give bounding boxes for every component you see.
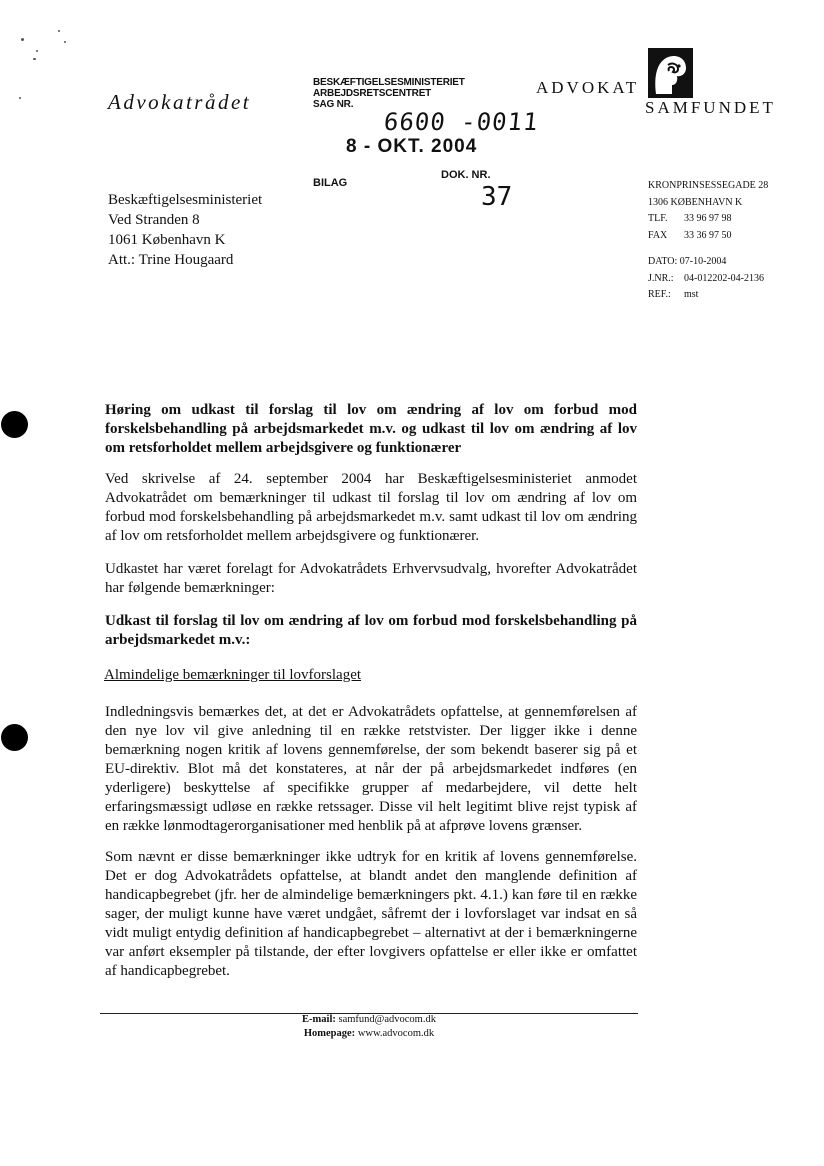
punch-hole xyxy=(1,724,28,751)
fax-label: FAX xyxy=(648,229,668,241)
stamp-ministry: BESKÆFTIGELSESMINISTERIET xyxy=(313,77,465,88)
scan-speck xyxy=(33,58,36,60)
brand-line-2: SAMFUNDET xyxy=(645,98,776,117)
footer xyxy=(100,1013,638,1041)
contact-fax-row xyxy=(648,228,768,245)
paragraph-general-remarks: Indledningsvis bemærkes det, at det er Advokatrådets opfattelse, at gennemførelsen af den nye lov vil give anledning til en række retstvister. Der ligger ikke i denne bemærkning nogen kritik af lovens gennemførelse, der som bekendt baserer sig på et EU-direktiv. Blot må det konstateres, at når der på arbejdsmarkedet indføres (en yderligere) beskyttelse af specifikke grupper af medarbejdere, vil dette helt erfaringsmæssigt udløse en række retssager. Disse vil helt legitimt blive rejst typisk af en række lønmodtagerorganisationer med henblik på at afprøve lovens grænser. xyxy=(105,704,637,834)
ref-value: mst xyxy=(684,289,699,300)
scan-speck xyxy=(36,50,38,52)
homepage-link[interactable]: www.advocom.dk xyxy=(357,1028,435,1039)
recipient-attention: Att.: Trine Hougaard xyxy=(108,252,234,268)
jnr-label: J.NR.: xyxy=(648,272,674,284)
fax-number: 33 36 97 50 xyxy=(684,229,732,241)
phone-label: TLF. xyxy=(648,213,668,224)
phone-number: 33 96 97 98 xyxy=(684,213,732,224)
footer-homepage-row xyxy=(100,1027,638,1041)
date-label: DATO: xyxy=(648,256,678,267)
section-heading: Udkast til forslag til lov om ændring af lov om forbud mod forskelsbehandling på arbejdsmarkedet m.v.: xyxy=(105,613,637,648)
recipient-city: 1061 København K xyxy=(108,232,226,248)
homepage-label: Homepage: xyxy=(303,1028,356,1039)
email-label: E-mail: xyxy=(302,1014,336,1025)
logo-icon xyxy=(648,48,693,98)
reference-block xyxy=(648,254,764,304)
letter-subject: Høring om udkast til forslag til lov om ændring af lov om forbud mod forskelsbehandling på arbejdsmarkedet m.v. og udkast til lov om ændring af lov om retsforholdet mellem arbejdsgivere og funktionærer xyxy=(105,402,637,456)
recipient-street: Ved Stranden 8 xyxy=(108,212,200,228)
contact-city: 1306 KØBENHAVN K xyxy=(648,196,743,208)
scan-speck xyxy=(19,97,21,99)
stamp-dok-label: DOK. NR. xyxy=(441,169,491,181)
paragraph-handicap-definition: Som nævnt er disse bemærkninger ikke udtryk for en kritik af lovens gennemførelse. Det er dog Advokatrådets opfattelse, at blandt andet den manglende definition af handicapbegrebet (jfr. her de almindelige bemærkningers pkt. 4.1.) kan føre til en række sager, der muligt kunne have været undgået, såfremt der i lovforslaget var indsat en så vidt muligt entydig definition af handicapbegrebet – alternativt at der i bemærkningerne var anført eksempler på tilstande, der efter lovgivers opfattelse er eller ikke er omfattet af handicapbegrebet. xyxy=(105,849,637,979)
contact-phone-row xyxy=(648,211,768,228)
stamp-bilag-label: BILAG xyxy=(313,177,348,189)
date-value: 07-10-2004 xyxy=(679,256,727,267)
stamp-sag-label: SAG NR. xyxy=(313,99,354,110)
footer-email-row xyxy=(100,1013,638,1027)
date-row xyxy=(648,254,764,271)
email-address[interactable]: samfund@advocom.dk xyxy=(338,1014,436,1025)
recipient-name: Beskæftigelsesministeriet xyxy=(108,192,263,208)
scan-speck xyxy=(21,38,24,41)
received-stamp xyxy=(313,77,465,110)
ref-label: REF.: xyxy=(648,289,671,300)
jnr-value: 04-012202-04-2136 xyxy=(684,272,764,284)
ref-row xyxy=(648,287,764,304)
stamp-date: 8 - OKT. 2004 xyxy=(346,136,478,157)
sender-name: Advokatrådet xyxy=(108,90,252,114)
brand-line-1: ADVOKAT xyxy=(536,78,640,97)
punch-hole xyxy=(1,411,28,438)
contact-block xyxy=(648,178,768,244)
dok-number-handwritten: 37 xyxy=(481,182,513,212)
paragraph-intro: Ved skrivelse af 24. september 2004 har Beskæftigelsesministeriet anmodet Advokatrådet om bemærkninger til udkast til forslag til lov om ændring af lov om forbud mod forskelsbehandling på arbejdsmarkedet m.v. samt udkast til lov om ændring af lov om retsforholdet mellem arbejdsgivere og funktionærer. xyxy=(105,471,637,544)
advokatsamfundet-logo xyxy=(648,48,693,98)
stamp-department: ARBEJDSRETSCENTRET xyxy=(313,88,432,99)
sag-number-handwritten: 6600 -0011 xyxy=(382,108,540,136)
section-subheading: Almindelige bemærkninger til lovforslaget xyxy=(104,667,362,683)
paragraph-committee: Udkastet har været forelagt for Advokatrådets Erhvervsudvalg, hvorefter Advokatrådet har følgende bemærkninger: xyxy=(105,561,637,596)
recipient-address xyxy=(108,190,262,270)
contact-street: KRONPRINSESSEGADE 28 xyxy=(648,180,769,191)
jnr-row xyxy=(648,271,764,288)
scan-speck xyxy=(64,41,66,43)
scan-speck xyxy=(58,30,60,32)
